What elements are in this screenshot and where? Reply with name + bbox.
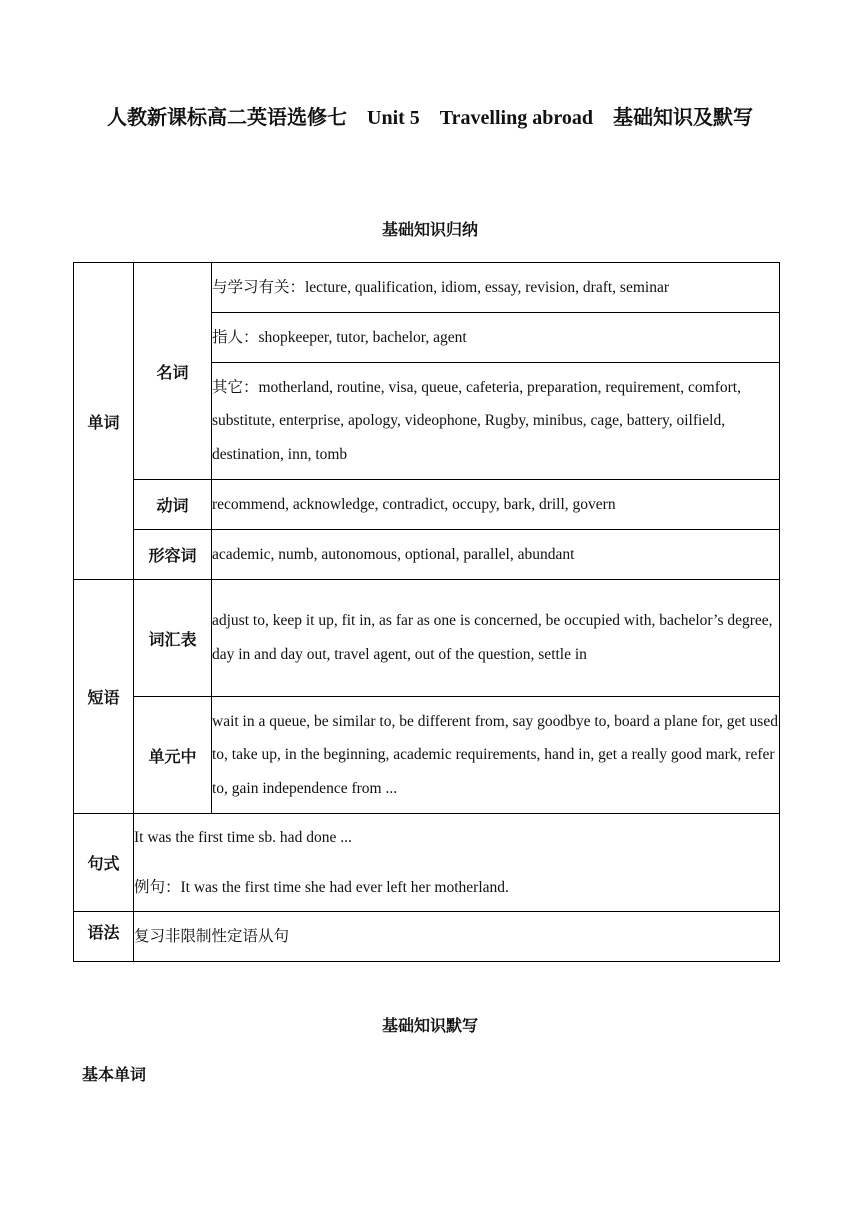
- nouns-people-cell: 指人：shopkeeper, tutor, bachelor, agent: [212, 313, 780, 363]
- category-sentence-pattern: 句式: [74, 814, 134, 912]
- in-unit-cell: wait in a queue, be similar to, be different from, say goodbye to, board a plane for, get used to, take up, in the beginning, academic requirements, hand in, get a really good mark, refer to, gain independence from ...: [212, 697, 780, 814]
- sentence-example-text: 例句：It was the first time she had ever left her motherland.: [134, 878, 509, 896]
- sentence-pattern-cell: [134, 814, 780, 912]
- category-words: 单词: [74, 263, 134, 580]
- table-row: [74, 530, 780, 580]
- subcategory-verbs: 动词: [134, 480, 212, 530]
- page-title: 人教新课标高二英语选修七 Unit 5 Travelling abroad 基础知识及默写: [107, 107, 753, 129]
- grammar-cell: 复习非限制性定语从句: [134, 912, 780, 962]
- category-phrases: 短语: [74, 580, 134, 814]
- subcategory-adjectives: 形容词: [134, 530, 212, 580]
- verbs-cell: recommend, acknowledge, contradict, occupy, bark, drill, govern: [212, 480, 780, 530]
- table-row: [74, 814, 780, 912]
- table-row: [74, 263, 780, 313]
- sentence-pattern-text: It was the first time sb. had done ...: [134, 828, 352, 846]
- knowledge-table: [73, 262, 780, 962]
- subcategory-in-unit: 单元中: [134, 697, 212, 814]
- section-heading-summary: 基础知识归纳: [381, 222, 478, 239]
- subcategory-nouns: 名词: [134, 263, 212, 480]
- table-row: [74, 697, 780, 814]
- nouns-study-cell: 与学习有关：lecture, qualification, idiom, essay, revision, draft, seminar: [212, 263, 780, 313]
- table-row: [74, 912, 780, 962]
- section-heading-dictation: 基础知识默写: [381, 1018, 478, 1035]
- subcategory-vocab-list: 词汇表: [134, 580, 212, 697]
- nouns-other-cell: 其它：motherland, routine, visa, queue, cafeteria, preparation, requirement, comfort, substitute, enterprise, apology, videophone, Rugby, minibus, cage, battery, oilfield, destination, inn, tomb: [212, 363, 780, 480]
- adjectives-cell: academic, numb, autonomous, optional, parallel, abundant: [212, 530, 780, 580]
- category-grammar: 语法: [74, 912, 134, 962]
- vocab-list-cell: adjust to, keep it up, fit in, as far as one is concerned, be occupied with, bachelor’s degree, day in and day out, travel agent, out of the question, settle in: [212, 580, 780, 697]
- table-row: [74, 480, 780, 530]
- table-row: [74, 580, 780, 697]
- subheading-basic-words: 基本单词: [82, 1067, 147, 1084]
